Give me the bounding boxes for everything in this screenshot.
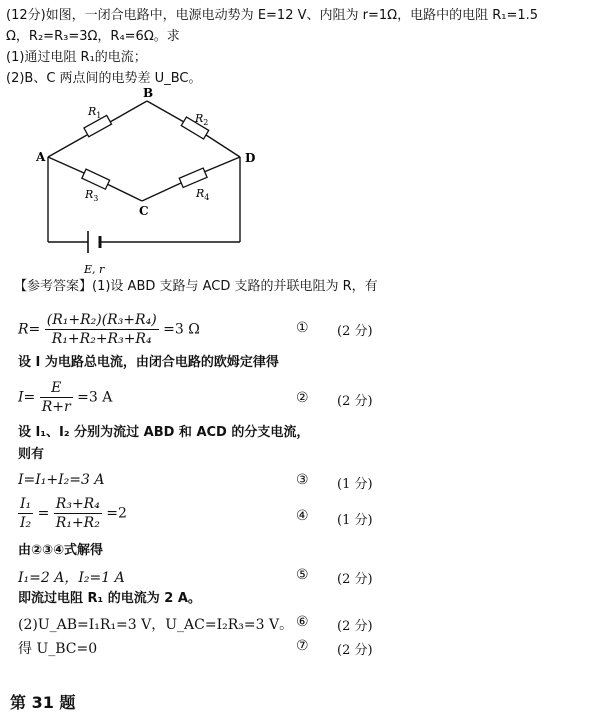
equation-1 bbox=[18, 312, 200, 347]
equation-5: I₁=2 A，I₂=1 A bbox=[18, 570, 125, 586]
eq2-rhs: =3 A bbox=[77, 389, 113, 406]
battery-symbol bbox=[88, 231, 100, 253]
eq1-score: (2 分) bbox=[337, 324, 373, 339]
eq2-mark: ② bbox=[296, 390, 309, 406]
node-c-label: C bbox=[139, 204, 149, 218]
equation-6: (2)U_AB=I₁R₁=3 V，U_AC=I₂R₃=3 V。 bbox=[18, 617, 294, 633]
question-line-2: Ω，R₂=R₃=3Ω，R₄=6Ω。求 bbox=[6, 29, 180, 44]
node-a-label: A bbox=[36, 150, 46, 164]
r4-label: $R_4$ bbox=[196, 187, 210, 202]
eq6-mark: ⑥ bbox=[296, 614, 309, 630]
eq1-denominator: R₁+R₂+R₃+R₄ bbox=[51, 331, 152, 347]
question-part-2: (2)B、C 两点间的电势差 U_BC。 bbox=[6, 71, 202, 86]
eq1-lhs: R= bbox=[18, 321, 41, 338]
eq1-numerator: (R₁+R₂)(R₃+R₄) bbox=[46, 312, 157, 328]
equation-3: I=I₁+I₂=3 A bbox=[18, 472, 105, 488]
answer-text-2: 设 I₁、I₂ 分别为流过 ABD 和 ACD 的分支电流， bbox=[18, 425, 310, 440]
eq4-left-denominator: I₂ bbox=[20, 515, 32, 531]
answer-text-1: 设 I 为电路总电流，由闭合电路的欧姆定律得 bbox=[18, 355, 279, 370]
eq2-fraction bbox=[40, 380, 73, 415]
answer-text-5: 即流过电阻 R₁ 的电流为 2 A。 bbox=[18, 591, 201, 606]
eq2-lhs: I= bbox=[18, 389, 36, 406]
source-label: E, r bbox=[84, 263, 105, 276]
r1-label: $R_1$ bbox=[88, 105, 102, 120]
eq4-mark: ④ bbox=[296, 508, 309, 524]
equation-4 bbox=[18, 496, 127, 531]
equation-2 bbox=[18, 380, 112, 415]
eq7-mark: ⑦ bbox=[296, 638, 309, 654]
answer-text-3: 则有 bbox=[18, 447, 45, 462]
r3-label: $R_3$ bbox=[85, 188, 99, 203]
eq2-denominator: R+r bbox=[41, 399, 71, 415]
eq4-right-denominator: R₁+R₂ bbox=[55, 515, 100, 531]
r2-label: $R_2$ bbox=[195, 112, 209, 127]
eq5-mark: ⑤ bbox=[296, 567, 309, 583]
question-line-1: (12分)如图，一闭合电路中，电源电动势为 E=12 V、内阻为 r=1Ω，电路中的电阻 R₁=1.5 bbox=[6, 8, 539, 23]
circuit-diagram bbox=[0, 85, 300, 280]
eq2-score: (2 分) bbox=[337, 394, 373, 409]
eq4-score: (1 分) bbox=[337, 513, 373, 528]
eq1-rhs: =3 Ω bbox=[163, 321, 200, 338]
node-d-label: D bbox=[245, 151, 256, 165]
eq5-score: (2 分) bbox=[337, 572, 373, 587]
answer-header: 【参考答案】(1)设 ABD 支路与 ACD 支路的并联电阻为 R，有 bbox=[14, 279, 378, 294]
question-part-1: (1)通过电阻 R₁的电流； bbox=[6, 50, 147, 65]
eq1-mark: ① bbox=[296, 320, 309, 336]
resistor-r3 bbox=[82, 169, 110, 189]
eq4-equals: = bbox=[37, 505, 50, 522]
question-number-label: 第 31 题 bbox=[10, 693, 76, 712]
eq3-mark: ③ bbox=[296, 472, 309, 488]
answer-text-4: 由②③④式解得 bbox=[18, 543, 104, 558]
eq1-fraction bbox=[45, 312, 159, 347]
eq2-numerator: E bbox=[40, 380, 73, 398]
eq6-score: (2 分) bbox=[337, 619, 373, 634]
equation-7: 得 U_BC=0 bbox=[18, 641, 98, 657]
eq4-left-fraction bbox=[18, 496, 33, 531]
eq4-right-numerator: R₃+R₄ bbox=[55, 496, 100, 512]
node-b-label: B bbox=[143, 86, 154, 100]
eq4-left-numerator: I₁ bbox=[20, 496, 32, 512]
eq4-right-fraction bbox=[54, 496, 102, 531]
eq4-rhs: =2 bbox=[106, 505, 127, 522]
resistor-r4 bbox=[179, 168, 207, 187]
eq7-score: (2 分) bbox=[337, 643, 373, 658]
eq3-score: (1 分) bbox=[337, 477, 373, 492]
